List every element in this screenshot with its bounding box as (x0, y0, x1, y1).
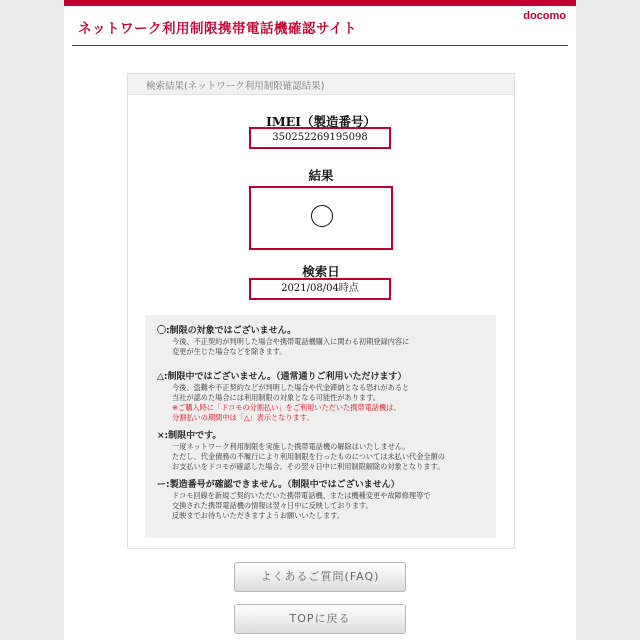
legend-item-circle (157, 325, 492, 357)
docomo-logo[interactable]: docomo (523, 10, 566, 22)
legend-item-triangle (157, 371, 492, 423)
header-top-bar (64, 0, 576, 6)
result-value (249, 186, 393, 250)
legend-item-cross (157, 430, 492, 472)
legend-body (172, 383, 492, 423)
top-button[interactable]: TOPに戻る (234, 604, 406, 634)
legend-body (172, 491, 492, 521)
legend-heading: 〇:制限の対象ではございません。 (157, 326, 297, 336)
search-date-value: 2021/08/04時点 (249, 278, 391, 300)
legend-line: ドコモ回線を新規ご契約いただいた携帯電話機、または機種変更や故障修理等で (172, 491, 431, 500)
faq-button[interactable]: よくあるご質問(FAQ) (234, 562, 406, 592)
legend-line: お支払いをドコモが確認した場合、その翌々日中に利用制限解除の対象となります。 (172, 462, 445, 471)
search-result-box (127, 73, 515, 549)
circle-result-icon (311, 205, 333, 227)
legend-line: 今後、盗難や不正契約などが判明した場合や代金滞納となる恐れがあると (172, 383, 410, 392)
legend-heading: ー:製造番号が確認できません。（制限中ではございません） (157, 480, 400, 490)
page (64, 0, 576, 640)
result-label: 結果 (308, 168, 334, 183)
legend-line: 今後、不正契約が判明した場合や携帯電話機購入に関わる初期登録内容に (172, 337, 410, 346)
result-box-caption-text: 検索結果(ネットワーク利用制限確認結果) (146, 81, 325, 92)
legend-notice-line: 分割払いの期間中は「△」表示となります。 (172, 413, 314, 422)
legend-heading: △:制限中ではございません。（通常通りご利用いただけます） (157, 372, 407, 382)
result-box-caption (128, 74, 514, 95)
header-divider (72, 45, 568, 46)
imei-value: 350252269195098 (249, 127, 391, 149)
legend-heading: ×:制限中です。 (157, 431, 222, 441)
legend-line: 当社が認めた場合には利用制限の対象となる可能性があります。 (172, 393, 380, 402)
site-header (64, 0, 576, 46)
legend-line: 一度ネットワーク利用制限を実施した携帯電話機の解除はいたしません。 (172, 442, 410, 451)
search-date-label: 検索日 (302, 264, 340, 279)
legend-notice-line: ※ご購入時に「ドコモの分割払い」をご利用いただいた携帯電話機は、 (172, 403, 401, 412)
legend-line: 交換された携帯電話機の情報は翌々日中に反映しております。 (172, 501, 373, 510)
legend-body (172, 442, 492, 472)
imei-label: IMEI（製造番号） (265, 114, 377, 129)
legend-line: ただし、代金債務の不履行により利用制限を行ったものについては未払い代金全額の (172, 452, 445, 461)
legend-line: 反映までお待ちいただきますようお願いいたします。 (172, 511, 344, 520)
legend-body (172, 337, 492, 357)
legend-item-dash (157, 479, 492, 521)
result-legend (145, 315, 496, 538)
site-title: ネットワーク利用制限携帯電話機確認サイト (78, 21, 358, 37)
legend-line: 変更が生じた場合などを除きます。 (172, 347, 287, 356)
